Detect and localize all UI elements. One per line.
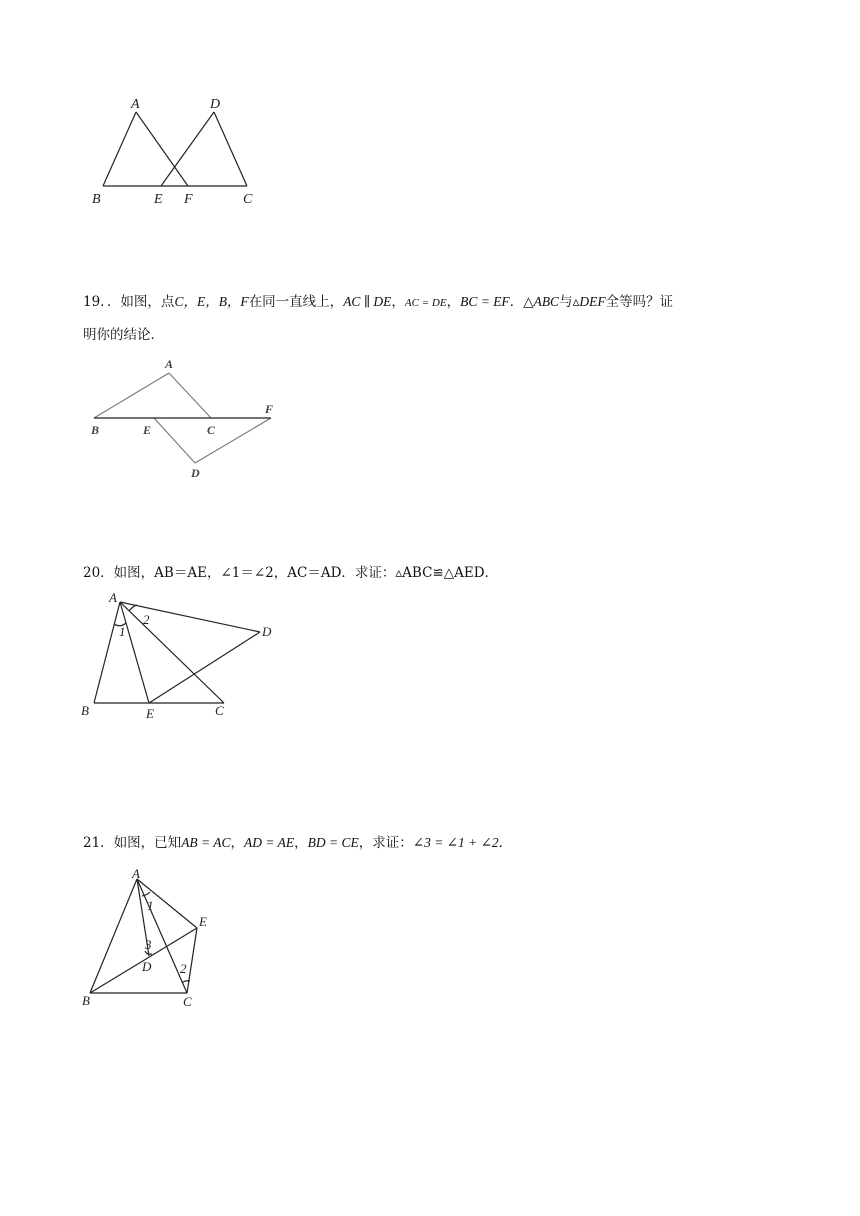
figure-18 bbox=[80, 90, 280, 215]
segment-ae bbox=[137, 879, 197, 928]
label-b: B bbox=[91, 423, 100, 437]
segment-ab bbox=[94, 602, 120, 703]
label-a: A bbox=[165, 357, 174, 371]
label-e: E bbox=[154, 192, 163, 207]
question-19 bbox=[83, 291, 673, 314]
label-d: D bbox=[191, 466, 200, 480]
label-a: A bbox=[109, 590, 117, 605]
label-b: B bbox=[81, 703, 89, 718]
q21-math-4: ∠3 = ∠1 + ∠2 bbox=[412, 835, 499, 850]
q19-text-5: 全等吗？证 bbox=[605, 294, 674, 310]
label-a: A bbox=[132, 866, 140, 881]
segment-de bbox=[161, 112, 214, 186]
label-1: 1 bbox=[119, 624, 126, 639]
segment-dc bbox=[214, 112, 247, 186]
q19-math-2: AC = DE bbox=[404, 297, 447, 309]
q21-number: 21． bbox=[83, 835, 114, 851]
segment-ab bbox=[90, 879, 137, 993]
angle-2-arc bbox=[129, 605, 137, 611]
question-19-line-2: 明你的结论． bbox=[83, 327, 164, 343]
label-e: E bbox=[199, 914, 207, 929]
q19-sep-2: ， bbox=[446, 294, 461, 310]
label-b: B bbox=[92, 192, 101, 207]
segment-ac bbox=[169, 373, 211, 418]
segment-ec bbox=[187, 928, 197, 993]
q21-text-2: ，求证： bbox=[358, 835, 413, 851]
label-f: F bbox=[184, 192, 193, 207]
label-c: C bbox=[215, 703, 224, 718]
label-d: D bbox=[142, 959, 152, 974]
label-c: C bbox=[183, 994, 192, 1009]
label-e: E bbox=[143, 423, 152, 437]
q21-sep-2: ， bbox=[294, 835, 308, 851]
question-20: 20．如图，AB＝AE，∠1＝∠2，AC＝AD．求证：▵ABC≌△AED． bbox=[83, 565, 499, 581]
q19-points: C，E，B，F bbox=[174, 294, 249, 309]
label-e: E bbox=[146, 706, 154, 721]
question-21 bbox=[83, 832, 512, 854]
label-2: 2 bbox=[143, 612, 150, 627]
figure-21 bbox=[76, 862, 236, 1012]
segment-ed bbox=[154, 418, 195, 463]
label-a: A bbox=[131, 97, 140, 112]
segment-ed bbox=[149, 632, 260, 703]
q19-math-5: ▵DEF bbox=[572, 294, 606, 309]
q21-end: ． bbox=[498, 835, 513, 851]
label-3: 3 bbox=[145, 937, 152, 952]
figure-19 bbox=[80, 352, 290, 487]
q19-text-3: ． bbox=[509, 294, 524, 310]
segment-ba bbox=[94, 373, 169, 418]
q21-math-2: AD = AE bbox=[244, 835, 295, 850]
label-1: 1 bbox=[147, 898, 154, 913]
label-c: C bbox=[243, 192, 253, 207]
q21-sep-1: ， bbox=[230, 835, 245, 851]
segment-ad bbox=[120, 602, 260, 632]
q21-math-3: BD = CE bbox=[307, 835, 359, 850]
q19-math-3: BC = EF bbox=[460, 294, 510, 309]
q19-text-2: 在同一直线上， bbox=[248, 294, 344, 310]
q19-text-1: ．如图，点 bbox=[106, 294, 175, 310]
q19-number: 19． bbox=[83, 294, 107, 310]
label-d: D bbox=[210, 97, 221, 112]
q19-math-1: AC ∥ DE bbox=[343, 294, 392, 309]
label-2: 2 bbox=[180, 961, 187, 976]
segment-af bbox=[136, 112, 188, 186]
segment-ab bbox=[103, 112, 136, 186]
figure-20 bbox=[76, 590, 286, 725]
label-f: F bbox=[265, 402, 274, 416]
q19-text-4: 与 bbox=[559, 294, 573, 310]
q19-sep-1: ， bbox=[391, 294, 405, 310]
q21-text-1: 如图，已知 bbox=[113, 835, 182, 851]
q21-math-1: AB = AC bbox=[181, 835, 231, 850]
q19-math-4: △ABC bbox=[523, 294, 560, 309]
label-b: B bbox=[82, 993, 90, 1008]
label-d: D bbox=[262, 624, 272, 639]
label-c: C bbox=[207, 423, 216, 437]
